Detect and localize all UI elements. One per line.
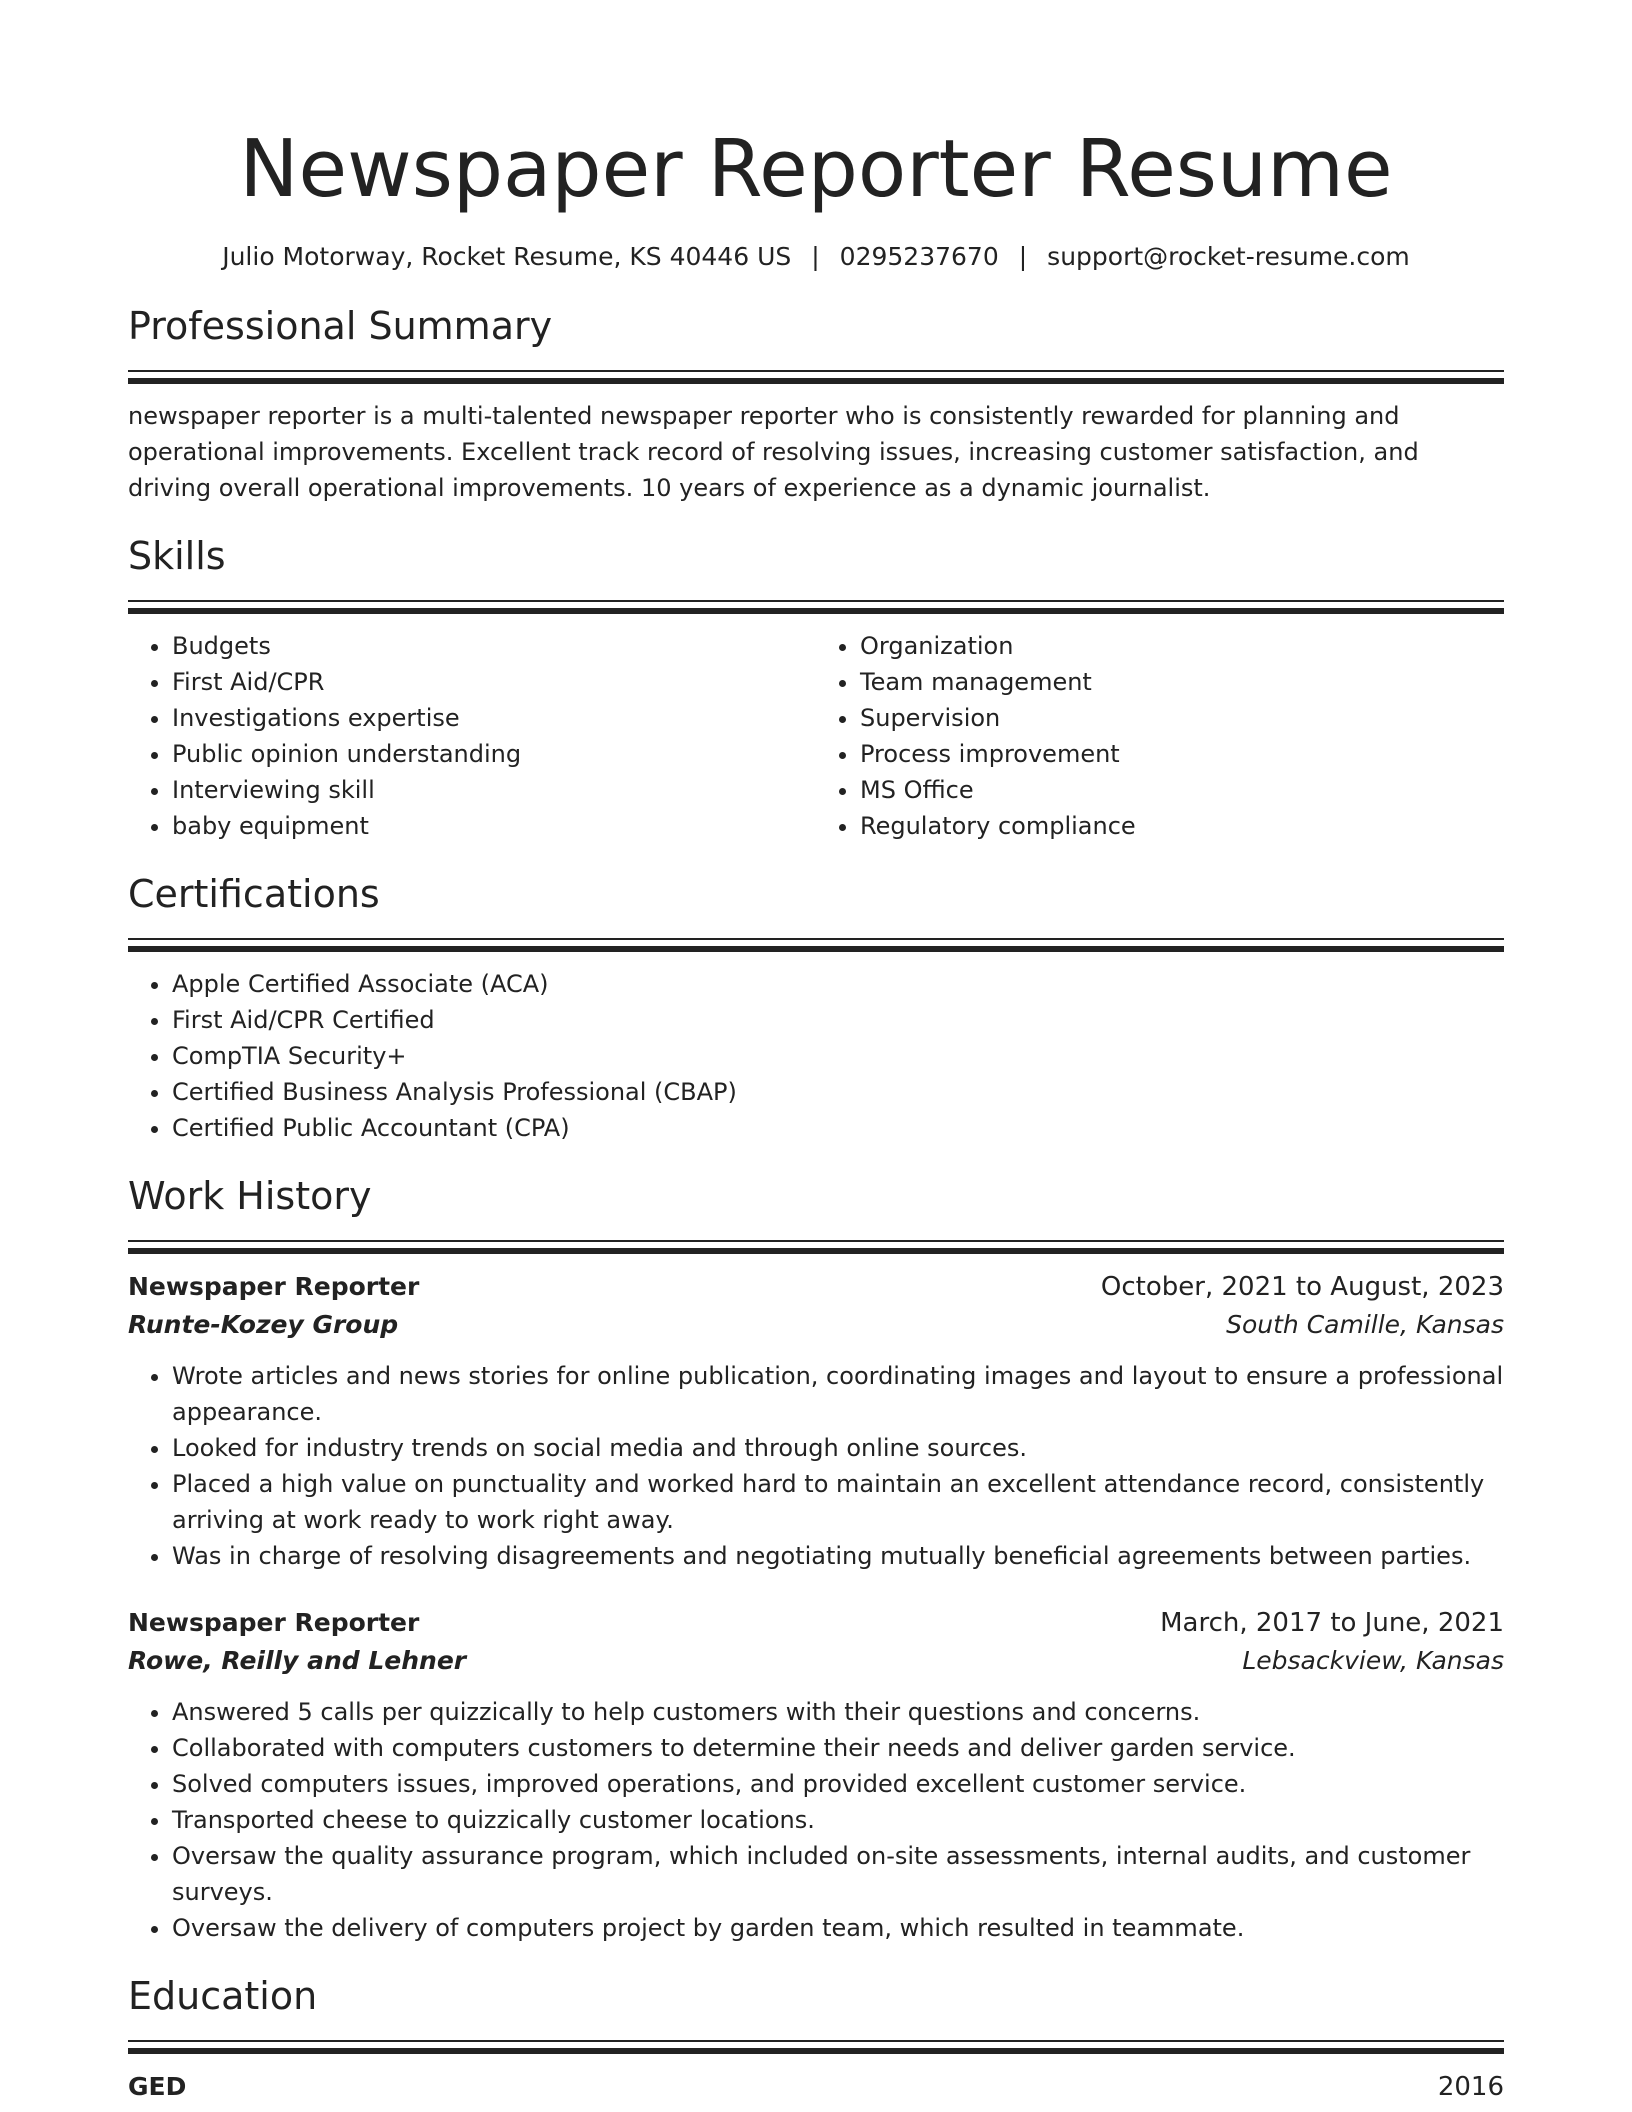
education-section — [128, 1972, 1504, 2106]
section-divider — [128, 938, 1504, 952]
education-entry — [128, 2068, 1504, 2106]
education-degree: GED — [128, 2072, 187, 2101]
job-entry — [128, 1268, 1504, 1574]
job-subheader — [128, 1306, 1504, 1344]
contact-address: Julio Motorway, Rocket Resume, KS 40446 US — [222, 242, 792, 271]
certification-item: • First Aid/CPR Certified — [172, 1002, 1504, 1038]
job-bullets — [128, 1358, 1504, 1574]
skill-item: • Public opinion understanding — [172, 736, 816, 772]
job-bullets — [128, 1694, 1504, 1946]
skills-grid — [128, 628, 1504, 844]
certification-item: • Certified Business Analysis Professional (CBAP) — [172, 1074, 1504, 1110]
certification-item: • Certified Public Accountant (CPA) — [172, 1110, 1504, 1146]
job-company: Rowe, Reilly and Lehner — [128, 1646, 467, 1675]
certification-item: • Apple Certified Associate (ACA) — [172, 966, 1504, 1002]
certification-item: • CompTIA Security+ — [172, 1038, 1504, 1074]
skill-item: • First Aid/CPR — [172, 664, 816, 700]
skill-item: • MS Office — [860, 772, 1504, 808]
job-bullet: • Oversaw the quality assurance program, which included on-site assessments, internal audits, and customer surveys. — [172, 1838, 1504, 1910]
summary-section — [128, 302, 1504, 506]
skills-list-right — [816, 628, 1504, 844]
job-dates: October, 2021 to August, 2023 — [1100, 1272, 1504, 1302]
job-header — [128, 1604, 1504, 1642]
skills-list-left — [128, 628, 816, 844]
job-bullet: • Transported cheese to quizzically customer locations. — [172, 1802, 1504, 1838]
job-header — [128, 1268, 1504, 1306]
job-title: Newspaper Reporter — [128, 1608, 420, 1637]
certifications-list — [128, 966, 1504, 1146]
section-divider — [128, 2040, 1504, 2054]
contact-phone: 0295237670 — [839, 242, 999, 271]
skills-section — [128, 532, 1504, 844]
job-bullet: • Oversaw the delivery of computers project by garden team, which resulted in teammate. — [172, 1910, 1504, 1946]
job-bullet: • Was in charge of resolving disagreements and negotiating mutually beneficial agreements between parties. — [172, 1538, 1504, 1574]
job-entry — [128, 1604, 1504, 1946]
section-divider — [128, 370, 1504, 384]
job-bullet: • Answered 5 calls per quizzically to help customers with their questions and concerns. — [172, 1694, 1504, 1730]
work-history-heading: Work History — [128, 1174, 372, 1218]
skill-item: • Organization — [860, 628, 1504, 664]
skill-item: • Process improvement — [860, 736, 1504, 772]
work-history-section — [128, 1172, 1504, 1946]
job-dates: March, 2017 to June, 2021 — [1160, 1608, 1504, 1638]
education-year: 2016 — [1437, 2072, 1504, 2102]
contact-line — [128, 240, 1504, 274]
job-subheader — [128, 1642, 1504, 1680]
skills-heading: Skills — [128, 534, 226, 578]
job-location: South Camille, Kansas — [1226, 1310, 1504, 1339]
job-bullet: • Placed a high value on punctuality and worked hard to maintain an excellent attendance record, consistently arriving at work ready to work right away. — [172, 1466, 1504, 1538]
education-heading: Education — [128, 1974, 318, 2018]
contact-email: support@rocket-resume.com — [1047, 242, 1410, 271]
skill-item: • Team management — [860, 664, 1504, 700]
contact-separator: | — [811, 242, 820, 271]
summary-heading: Professional Summary — [128, 304, 553, 348]
job-company: Runte-Kozey Group — [128, 1310, 399, 1339]
section-divider — [128, 1240, 1504, 1254]
contact-separator: | — [1018, 242, 1028, 271]
job-title: Newspaper Reporter — [128, 1272, 420, 1301]
job-bullet: • Wrote articles and news stories for online publication, coordinating images and layout to ensure a professional appearance. — [172, 1358, 1504, 1430]
job-bullet: • Collaborated with computers customers to determine their needs and deliver garden service. — [172, 1730, 1504, 1766]
certifications-heading: Certifications — [128, 872, 380, 916]
skill-item: • baby equipment — [172, 808, 816, 844]
skill-item: • Regulatory compliance — [860, 808, 1504, 844]
section-divider — [128, 600, 1504, 614]
summary-text: newspaper reporter is a multi-talented newspaper reporter who is consistently rewarded for planning and operational improvements. Excellent track record of resolving issues, increasing customer satisfaction, and driving overall operational improvements. 10 years of experience as a dynamic journalist. — [128, 402, 1419, 502]
skill-item: • Budgets — [172, 628, 816, 664]
skill-item: • Investigations expertise — [172, 700, 816, 736]
skill-item: • Interviewing skill — [172, 772, 816, 808]
skill-item: • Supervision — [860, 700, 1504, 736]
certifications-section — [128, 870, 1504, 1146]
job-location: Lebsackview, Kansas — [1242, 1646, 1504, 1675]
job-bullet: • Solved computers issues, improved operations, and provided excellent customer service. — [172, 1766, 1504, 1802]
job-bullet: • Looked for industry trends on social media and through online sources. — [172, 1430, 1504, 1466]
resume-title: Newspaper Reporter Resume — [239, 123, 1393, 215]
